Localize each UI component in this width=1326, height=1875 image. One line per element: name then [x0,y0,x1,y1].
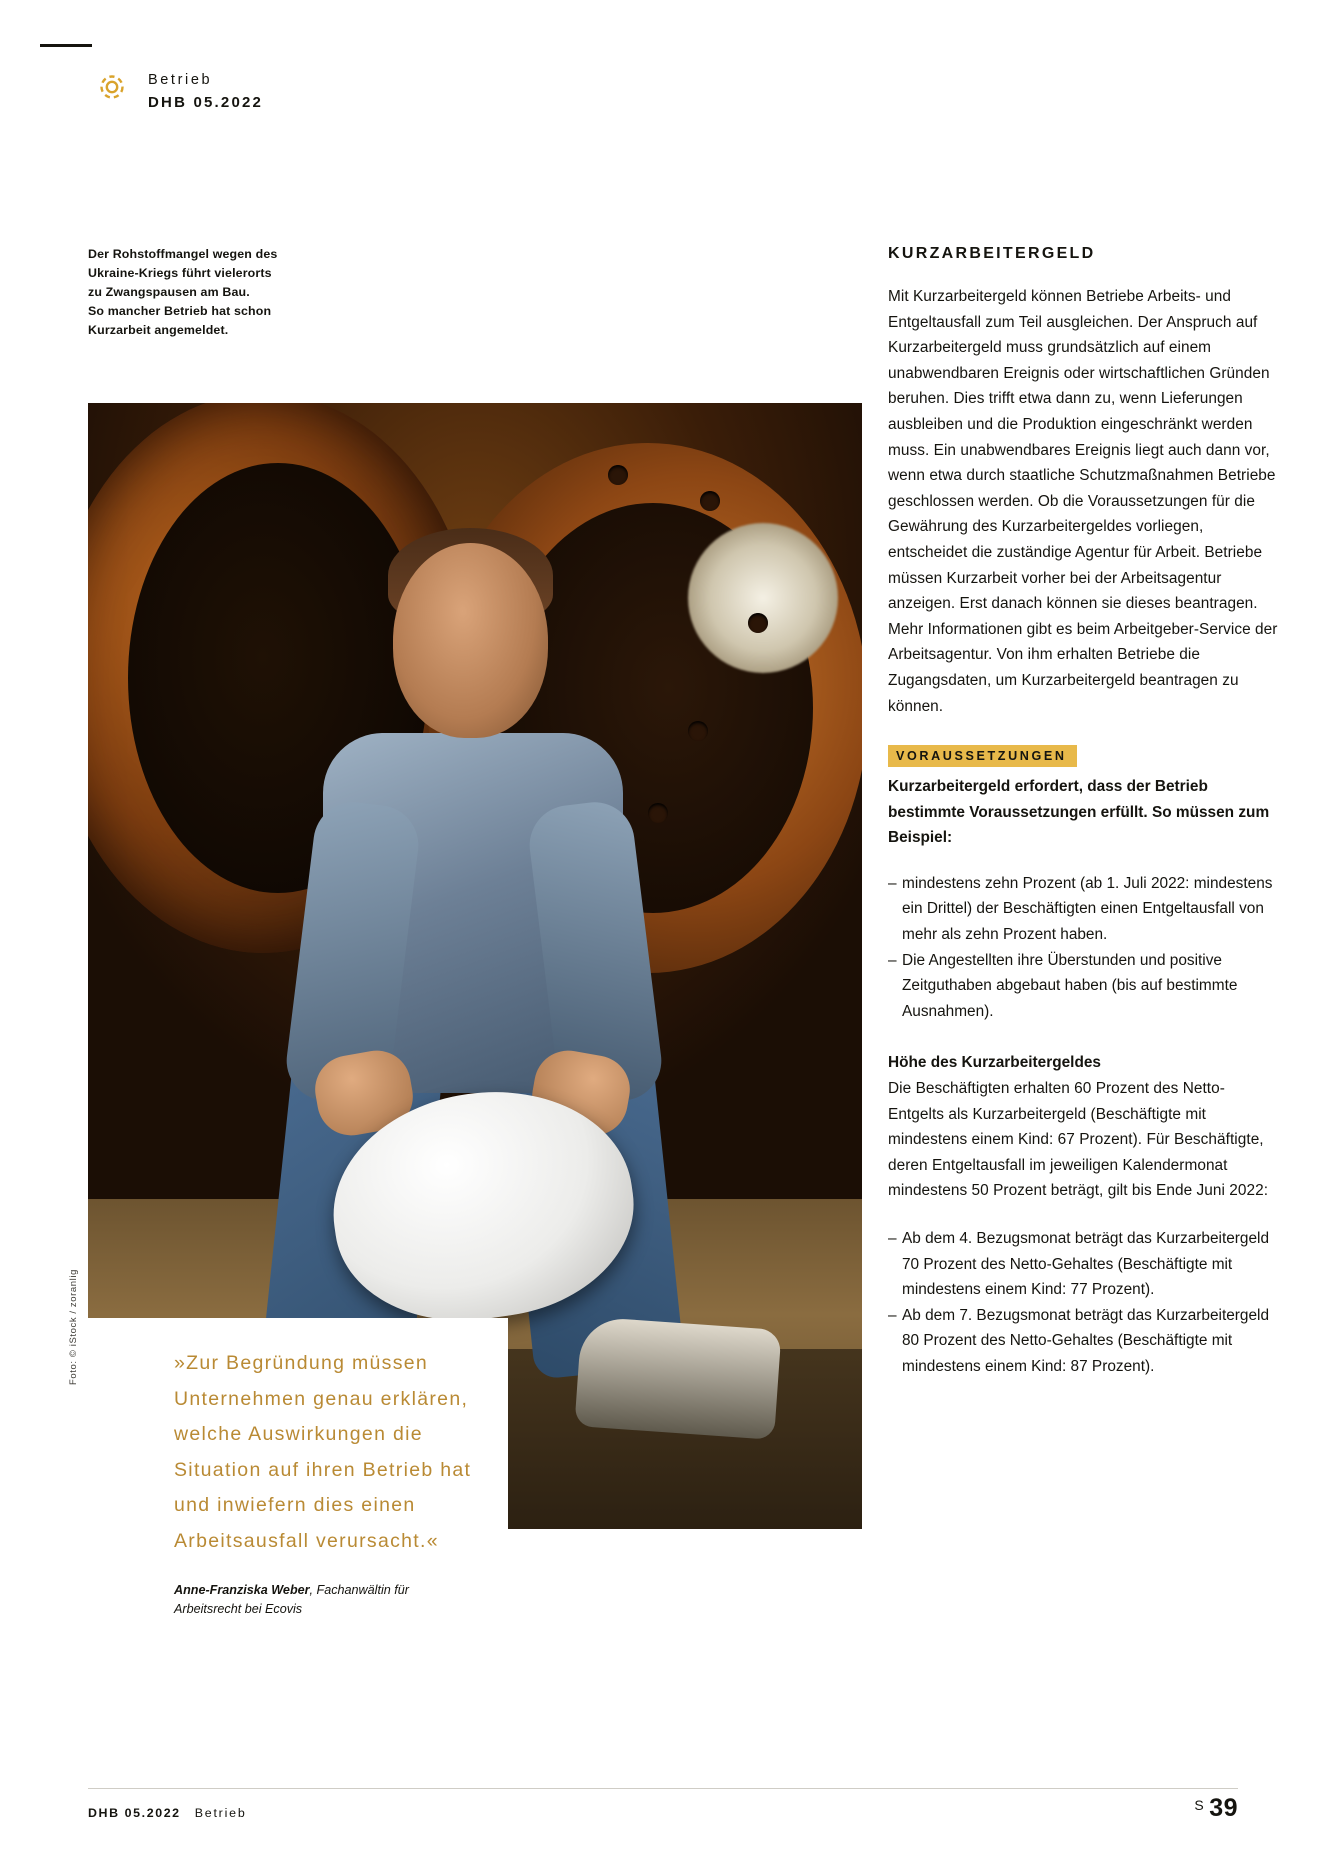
article-subheading: Höhe des Kurzarbeitergeldes [888,1054,1101,1072]
status-badge: VORAUSSETZUNGEN [888,745,1077,767]
footer-page-prefix: S [1194,1797,1205,1813]
footer-left [88,1806,247,1820]
caption-line: Kurzarbeit angemeldet. [88,323,229,337]
photo-bolt [748,613,768,633]
footer-divider [88,1788,1238,1789]
photo-worker-head [393,543,548,738]
list-item: – Die Angestellten ihre Überstunden und positive Zeitguthaben abgebaut haben (bis auf bestimmte Ausnahmen). [888,948,1278,1025]
gear-icon [95,70,129,104]
article-lead: Kurzarbeitergeld erfordert, dass der Betrieb bestimmte Voraussetzungen erfüllt. So müssen zum Beispiel: [888,778,1270,847]
article-column [888,245,1278,1380]
pull-quote-attribution [174,1581,476,1619]
footer-section: Betrieb [194,1806,247,1820]
amount-list [888,1226,1278,1380]
caption-line: Ukraine-Kriegs führt vielerorts [88,266,272,280]
header-kicker: Betrieb [148,72,213,88]
pull-quote [88,1318,508,1649]
photo-caption [88,245,348,340]
photo-bolt [608,465,628,485]
header-text [148,70,263,114]
caption-line: So mancher Betrieb hat schon [88,304,272,318]
photo-bolt [688,721,708,741]
pull-quote-role: , Fachanwältin für Arbeitsrecht bei Ecovis [174,1583,409,1616]
header-issue: DHB 05.2022 [148,94,264,111]
article-intro-paragraph: Mit Kurzarbeitergeld können Betriebe Arbeits- und Entgeltausfall zum Teil ausgleichen. Der Anspruch auf Kurzarbeitergeld muss grundsätzlich auf einem unabwendbaren Ereignis oder wirtschaftlichen Gründen beruhen. Dies trifft etwa dann zu, wenn Lieferungen ausbleiben und die Produktion eingeschränkt werden muss. Ein unabwendbares Ereignis liegt auch dann vor, wenn etwa durch staatliche Schutzmaßnahmen Betriebe geschlossen werden. Ob die Voraussetzungen für die Gewährung des Kurzarbeitergeldes vorliegen, entscheidet die zuständige Agentur für Arbeit. Betriebe müssen Kurzarbeit vorher bei der Arbeitsagentur anzeigen. Erst danach können sie dieses beantragen. Mehr Informationen gibt es beim Arbeitgeber-Service der Arbeitsagentur. Von ihm erhalten Betriebe die Zugangsdaten, um Kurzarbeitergeld beantragen zu können. [888,288,1278,715]
caption-line: Der Rohstoffmangel wegen des [88,247,278,261]
header-rule [40,44,92,47]
caption-line: zu Zwangspausen am Bau. [88,285,250,299]
requirements-list [888,871,1278,1025]
article-amount-paragraph: Die Beschäftigten erhalten 60 Prozent des Netto-Entgelts als Kurzarbeitergeld (Beschäftigte mit mindestens einem Kind: 67 Prozent). Für Beschäftigte, deren Entgeltausfall im jeweiligen Kalendermonat mindestens 50 Prozent beträgt, gilt bis Ende Juni 2022: [888,1080,1269,1200]
photo-bolt [700,491,720,511]
pull-quote-author: Anne-Franziska Weber [174,1583,310,1597]
list-item: – Ab dem 4. Bezugsmonat beträgt das Kurzarbeitergeld 70 Prozent des Netto-Gehaltes (Beschäftigte mit mindestens einem Kind: 77 Prozent). [888,1226,1278,1303]
footer-issue: DHB 05.2022 [88,1806,181,1820]
footer-page-number: 39 [1209,1794,1238,1822]
page-header [0,34,1326,111]
footer-page [1194,1794,1238,1823]
photo-credit: Foto: © iStock / zoranlig [68,1269,79,1385]
photo-worker-boot-right [574,1316,781,1440]
list-item: – mindestens zehn Prozent (ab 1. Juli 2022: mindestens ein Drittel) der Beschäftigten einen Entgeltausfall von mehr als zehn Prozent haben. [888,871,1278,948]
pull-quote-text: »Zur Begründung müssen Unternehmen genau erklären, welche Auswirkungen die Situation auf ihren Betrieb hat und inwiefern dies einen Arbeitsausfall verursacht.« [174,1352,472,1552]
photo-bolt [648,803,668,823]
list-item: – Ab dem 7. Bezugsmonat beträgt das Kurzarbeitergeld 80 Prozent des Netto-Gehaltes (Beschäftigte mit mindestens einem Kind: 87 Prozent). [888,1303,1278,1380]
photo-light-spot [688,523,838,673]
article-heading: KURZARBEITERGELD [888,245,1096,262]
